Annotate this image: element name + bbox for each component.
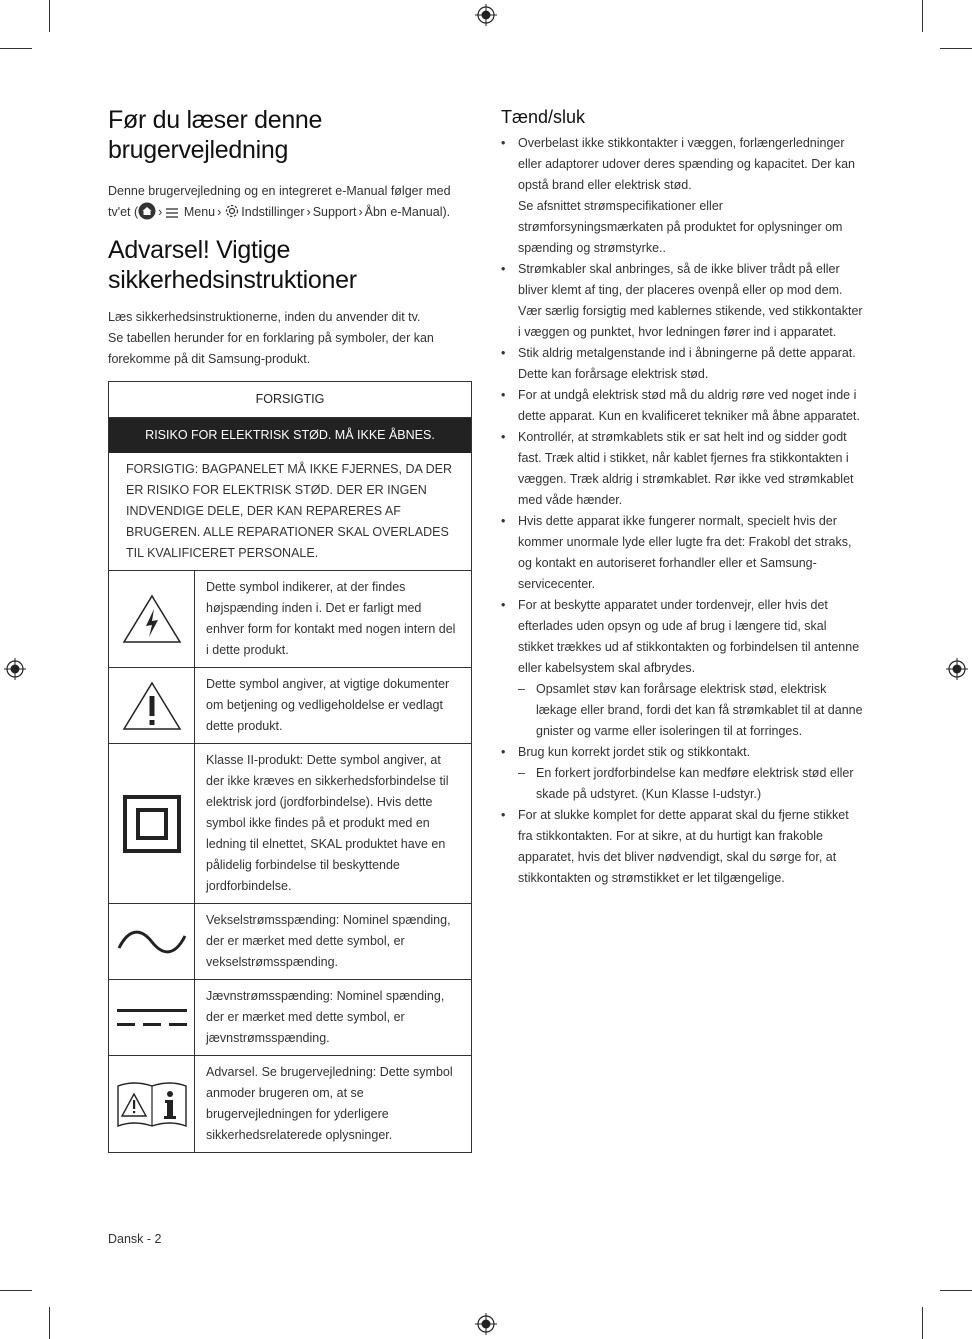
symbol-description: Vekselstrømsspænding: Nominel spænding, der er mærket med dette symbol, er vekselstrømsspænding. xyxy=(206,913,451,969)
crop-mark xyxy=(940,48,972,49)
table-caution-header: FORSIGTIG xyxy=(109,382,471,418)
class-ii-double-square-icon xyxy=(123,795,181,853)
sub-list xyxy=(518,763,863,805)
list-item: • Strømkabler skal anbringes, så de ikke bliver trådt på eller bliver klemt af ting, der placeres ovenpå eller op mod dem. Vær særlig forsigtig med kablernes stikende, ved stikkontakter i væggen og punktet, hvor ledningen fører ind i apparatet. xyxy=(501,259,863,343)
table-row xyxy=(109,571,471,668)
table-risk-banner: RISIKO FOR ELEKTRISK STØD. MÅ IKKE ÅBNES. xyxy=(109,418,471,453)
sub-list-item: – En forkert jordforbindelse kan medføre elektrisk stød eller skade på udstyret. (Kun Klasse I-udstyr.) xyxy=(518,763,863,805)
registration-mark-icon xyxy=(475,4,497,26)
intro-paragraph xyxy=(108,181,472,223)
list-item: • For at beskytte apparatet under tordenvejr, eller hvis det efterlades uden opsyn og ude af brug i længere tid, skal stikket trækkes ud af stikkontakten og forbindelsen til antenne eller kabelsystem skal afbrydes. – Opsamlet støv kan forårsage elektrisk stød, elektrisk lækage eller brand, fordi det kan få strømkablet til at danne gnister og varme eller isoleringen til at forringes. xyxy=(501,595,863,742)
table-row xyxy=(109,668,471,744)
left-column xyxy=(108,105,472,1153)
list-item: • Hvis dette apparat ikke fungerer normalt, specielt hvis der kommer unormale lyde eller lugte fra det: Frakobl det straks, og kontakt en autoriseret forhandler eller et Samsung-servicecenter. xyxy=(501,511,863,595)
crop-mark xyxy=(49,0,50,32)
page-footer: Dansk - 2 xyxy=(108,1232,162,1246)
safety-intro-line1: Læs sikkerhedsinstruktionerne, inden du anvender dit tv. xyxy=(108,310,421,324)
high-voltage-warning-icon xyxy=(121,593,183,645)
chevron-right-icon: › xyxy=(306,205,311,219)
crop-mark xyxy=(0,48,32,49)
symbol-description: Jævnstrømsspænding: Nominel spænding, der er mærket med dette symbol, er jævnstrømsspænding. xyxy=(206,989,445,1045)
right-column xyxy=(501,105,863,889)
symbol-description: Dette symbol angiver, at vigtige dokumenter om betjening og vedligeholdelse er vedlagt dette produkt. xyxy=(206,677,450,733)
crop-mark xyxy=(0,1290,32,1291)
symbol-description: Advarsel. Se brugervejledning: Dette symbol anmoder brugeren om, at se brugervejledningen for yderligere sikkerhedsrelaterede oplysninger. xyxy=(206,1065,453,1142)
list-item: • Overbelast ikke stikkontakter i væggen, forlængerledninger eller adaptorer udover deres spænding og kapacitet. Der kan opstå brand eller elektrisk stød. Se afsnittet strømspecifikationer eller strømforsyningsmærkaten på produktet for oplysninger om spænding og strømstyrke.. xyxy=(501,133,863,259)
symbol-cell xyxy=(109,1056,195,1152)
symbol-cell xyxy=(109,744,195,903)
symbol-cell xyxy=(109,571,195,667)
symbol-cell xyxy=(109,980,195,1055)
power-section-title: Tænd/sluk xyxy=(501,107,586,127)
symbol-cell xyxy=(109,904,195,979)
safety-title: Advarsel! Vigtige sikkerhedsinstruktioner xyxy=(108,236,357,294)
power-bullet-list xyxy=(501,133,863,889)
menu-icon xyxy=(164,206,180,220)
registration-mark-icon xyxy=(475,1313,497,1335)
symbol-cell xyxy=(109,668,195,743)
list-item: • Kontrollér, at strømkablets stik er sat helt ind og sidder godt fast. Træk altid i stikket, når kablet fjernes fra stikkontakten i væggen. Træk aldrig i strømkablet. Rør ikke ved strømkablet med våde hænder. xyxy=(501,427,863,511)
registration-mark-icon xyxy=(4,658,26,680)
crop-mark xyxy=(922,0,923,32)
page-title: Før du læser denne brugervejledning xyxy=(108,106,323,164)
intro-text: Denne brugervejledning og en integreret e-Manual følger med tv'et ( xyxy=(108,184,451,219)
registration-mark-icon xyxy=(946,658,968,680)
symbol-table xyxy=(108,381,472,1153)
list-item-extra: Se afsnittet strømspecifikationer eller strømforsyningsmærkaten på produktet for oplysninger om spænding og strømstyrke.. xyxy=(518,199,843,255)
table-warning-text: FORSIGTIG: BAGPANELET MÅ IKKE FJERNES, DA DER ER RISIKO FOR ELEKTRISK STØD. DER ER INGEN INDVENDIGE DELE, DER KAN REPARERES AF BRUGEREN. ALLE REPARATIONER SKAL OVERLADES TIL KVALIFICERET PERSONALE. xyxy=(109,453,471,571)
settings-label: Indstillinger xyxy=(241,205,305,219)
support-label: Support xyxy=(312,205,357,219)
sub-list xyxy=(518,679,863,742)
table-row xyxy=(109,1056,471,1152)
table-row xyxy=(109,744,471,904)
open-manual-label: Åbn e-Manual xyxy=(364,205,443,219)
sub-list-item: – Opsamlet støv kan forårsage elektrisk stød, elektrisk lækage eller brand, fordi det kan få strømkablet til at danne gnister og varme eller isoleringen til at forringes. xyxy=(518,679,863,742)
crop-mark xyxy=(49,1307,50,1339)
manual-caution-info-icon xyxy=(116,1078,188,1130)
crop-mark xyxy=(922,1307,923,1339)
chevron-right-icon: › xyxy=(358,205,363,219)
chevron-right-icon: › xyxy=(158,205,163,219)
list-item: • Stik aldrig metalgenstande ind i åbningerne på dette apparat. Dette kan forårsage elektrisk stød. xyxy=(501,343,863,385)
intro-close: ). xyxy=(442,205,451,219)
symbol-description: Klasse II-produkt: Dette symbol angiver, at der ikke kræves en sikkerhedsforbindelse til elektrisk jord (jordforbindelse). Hvis dette symbol ikke findes på et produkt med en ledning til elnettet, SKAL produktet have en pålidelig forbindelse til beskyttende jordforbindelse. xyxy=(206,753,449,893)
safety-intro xyxy=(108,307,472,370)
list-item: • For at undgå elektrisk stød må du aldrig røre ved noget inde i dette apparat. Kun en kvalificeret tekniker må åbne apparatet. xyxy=(501,385,863,427)
gear-icon xyxy=(223,202,241,220)
menu-label: Menu xyxy=(183,205,216,219)
list-item: • Brug kun korrekt jordet stik og stikkontakt. – En forkert jordforbindelse kan medføre elektrisk stød eller skade på udstyret. (Kun Klasse I-udstyr.) xyxy=(501,742,863,805)
ac-voltage-wave-icon xyxy=(117,930,187,954)
home-icon xyxy=(138,202,156,220)
list-item: • For at slukke komplet for dette apparat skal du fjerne stikket fra stikkontakten. For at sikre, at du hurtigt kan frakoble apparatet, hvis det bliver nødvendigt, skal du sørge for, at stikkontakten og strømstikket er let tilgængelige. xyxy=(501,805,863,889)
table-row xyxy=(109,980,471,1056)
chevron-right-icon: › xyxy=(217,205,222,219)
exclamation-warning-icon xyxy=(121,680,183,732)
safety-intro-line2: Se tabellen herunder for en forklaring på symboler, der kan forekomme på dit Samsung-produkt. xyxy=(108,331,434,366)
crop-mark xyxy=(940,1290,972,1291)
dc-voltage-lines-icon xyxy=(117,1007,187,1029)
table-row xyxy=(109,904,471,980)
symbol-description: Dette symbol indikerer, at der findes højspænding inden i. Det er farligt med enhver form for kontakt med nogen intern del i dette produkt. xyxy=(206,580,456,657)
